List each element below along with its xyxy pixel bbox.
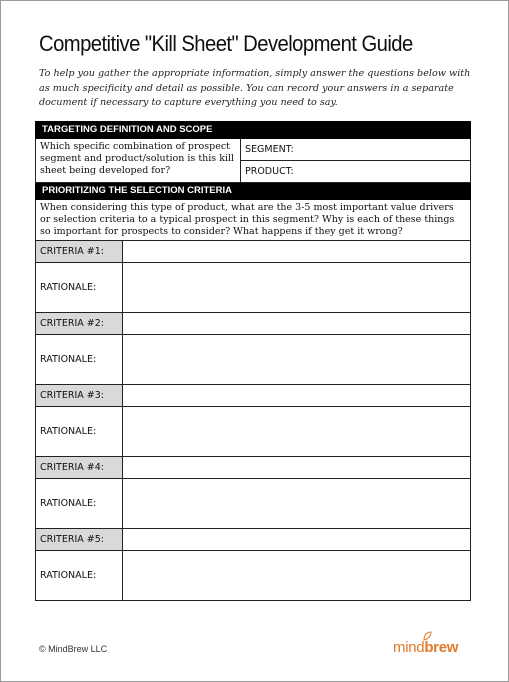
criteria-answer-field[interactable] xyxy=(123,385,471,407)
rationale-row xyxy=(36,407,471,457)
rationale-row xyxy=(36,335,471,385)
criteria-question-row xyxy=(36,200,471,241)
criteria-row xyxy=(36,313,471,335)
criteria-question: When considering this type of product, what are the 3-5 most important value drivers or selection criteria to a typical prospect in this segment? Why is each of these things so important for prospects to consider? What happens if they get it wrong? xyxy=(36,200,471,241)
segment-label: SEGMENT: xyxy=(245,143,294,155)
mindbrew-logo xyxy=(393,631,473,661)
section-header-targeting xyxy=(36,122,471,139)
product-field[interactable] xyxy=(241,161,471,183)
rationale-answer-field[interactable] xyxy=(123,335,471,385)
criteria-label: CRITERIA #1: xyxy=(36,241,123,263)
logo-word-mind: mind xyxy=(393,639,425,656)
criteria-label: CRITERIA #5: xyxy=(36,529,123,551)
criteria-label: CRITERIA #2: xyxy=(36,313,123,335)
rationale-row xyxy=(36,551,471,601)
rationale-label: RATIONALE: xyxy=(36,551,123,601)
rationale-label: RATIONALE: xyxy=(36,335,123,385)
targeting-question: Which specific combination of prospect segment and product/solution is this kill sheet being developed for? xyxy=(36,139,241,183)
rationale-row xyxy=(36,263,471,313)
rationale-answer-field[interactable] xyxy=(123,407,471,457)
copyright-text: © MindBrew LLC xyxy=(39,644,108,654)
rationale-answer-field[interactable] xyxy=(123,551,471,601)
rationale-label: RATIONALE: xyxy=(36,263,123,313)
criteria-label: CRITERIA #3: xyxy=(36,385,123,407)
criteria-answer-field[interactable] xyxy=(123,313,471,335)
document-title: Competitive "Kill Sheet" Development Guide xyxy=(39,31,413,56)
criteria-row xyxy=(36,241,471,263)
criteria-row xyxy=(36,529,471,551)
rationale-answer-field[interactable] xyxy=(123,263,471,313)
logo-word-brew: brew xyxy=(424,639,459,656)
criteria-answer-field[interactable] xyxy=(123,241,471,263)
criteria-answer-field[interactable] xyxy=(123,529,471,551)
intro-text: To help you gather the appropriate information, simply answer the questions below with as much specificity and detail as possible. You can record your answers in a separate document if necessary to capture everything you need to say. xyxy=(39,68,471,108)
logo-wordmark xyxy=(393,639,458,656)
rationale-row xyxy=(36,479,471,529)
criteria-row xyxy=(36,385,471,407)
guide-form xyxy=(35,121,471,601)
section-title: PRIORITIZING THE SELECTION CRITERIA xyxy=(36,183,471,200)
section-title: TARGETING DEFINITION AND SCOPE xyxy=(36,122,471,139)
criteria-answer-field[interactable] xyxy=(123,457,471,479)
criteria-row xyxy=(36,457,471,479)
section-header-criteria xyxy=(36,183,471,200)
rationale-label: RATIONALE: xyxy=(36,407,123,457)
criteria-label: CRITERIA #4: xyxy=(36,457,123,479)
targeting-row-segment xyxy=(36,139,471,161)
product-label: PRODUCT: xyxy=(245,165,294,177)
rationale-label: RATIONALE: xyxy=(36,479,123,529)
segment-field[interactable] xyxy=(241,139,471,161)
rationale-answer-field[interactable] xyxy=(123,479,471,529)
